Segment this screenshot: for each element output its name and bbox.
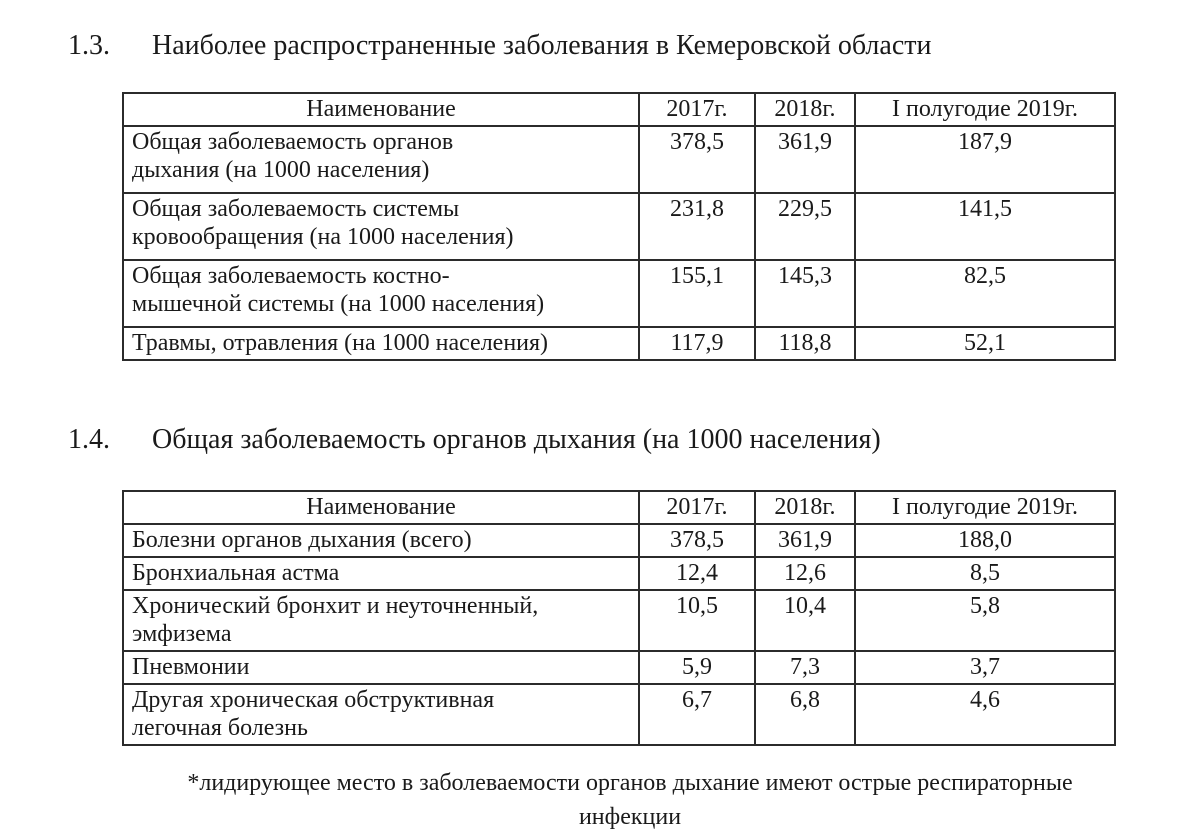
header-2017: 2017г. [639,93,755,126]
header-h1-2019: I полугодие 2019г. [855,93,1115,126]
header-name: Наименование [123,93,639,126]
value-2018: 12,6 [755,557,855,590]
row-name: Общая заболеваемость системы кровообращения (на 1000 населения) [123,193,639,260]
row-name: Общая заболеваемость костно- мышечной системы (на 1000 населения) [123,260,639,327]
value-2017: 117,9 [639,327,755,360]
value-2018: 118,8 [755,327,855,360]
table-row [123,590,1115,651]
value-2018: 10,4 [755,590,855,651]
diseases-table [122,92,1116,361]
section-2-number: 1.4. [68,424,110,455]
value-2017: 12,4 [639,557,755,590]
value-h1-2019: 187,9 [855,126,1115,193]
value-2017: 155,1 [639,260,755,327]
value-2017: 378,5 [639,524,755,557]
value-h1-2019: 141,5 [855,193,1115,260]
header-2017: 2017г. [639,491,755,524]
table-header-row [123,491,1115,524]
footnote-line-1: *лидирующее место в заболеваемости органов дыхание имеют острые респираторные [187,770,1073,796]
section-1-number: 1.3. [68,30,110,61]
header-2018: 2018г. [755,93,855,126]
section-2-title: Общая заболеваемость органов дыхания (на 1000 населения) [152,424,881,455]
footnote [100,766,1160,834]
table-row [123,260,1115,327]
value-h1-2019: 4,6 [855,684,1115,745]
value-h1-2019: 82,5 [855,260,1115,327]
value-h1-2019: 5,8 [855,590,1115,651]
header-h1-2019: I полугодие 2019г. [855,491,1115,524]
row-name: Травмы, отравления (на 1000 населения) [123,327,639,360]
table-row [123,684,1115,745]
respiratory-diseases-table [122,490,1116,746]
value-2017: 10,5 [639,590,755,651]
value-2018: 361,9 [755,524,855,557]
row-name: Болезни органов дыхания (всего) [123,524,639,557]
table-row [123,651,1115,684]
footnote-line-2: инфекции [578,804,682,830]
value-2017: 5,9 [639,651,755,684]
row-name: Пневмонии [123,651,639,684]
value-2017: 6,7 [639,684,755,745]
table-header-row [123,93,1115,126]
value-h1-2019: 188,0 [855,524,1115,557]
value-h1-2019: 52,1 [855,327,1115,360]
value-2017: 378,5 [639,126,755,193]
table-row [123,557,1115,590]
row-name: Другая хроническая обструктивная легочная болезнь [123,684,639,745]
table-row [123,193,1115,260]
table-row [123,524,1115,557]
value-h1-2019: 3,7 [855,651,1115,684]
header-2018: 2018г. [755,491,855,524]
row-name: Хронический бронхит и неуточненный, эмфизема [123,590,639,651]
value-2018: 7,3 [755,651,855,684]
value-2018: 361,9 [755,126,855,193]
value-2018: 145,3 [755,260,855,327]
value-h1-2019: 8,5 [855,557,1115,590]
row-name: Общая заболеваемость органов дыхания (на 1000 населения) [123,126,639,193]
value-2018: 6,8 [755,684,855,745]
table-row [123,126,1115,193]
value-2017: 231,8 [639,193,755,260]
header-name: Наименование [123,491,639,524]
row-name: Бронхиальная астма [123,557,639,590]
table-row [123,327,1115,360]
section-1-title: Наиболее распространенные заболевания в Кемеровской области [152,30,932,61]
value-2018: 229,5 [755,193,855,260]
